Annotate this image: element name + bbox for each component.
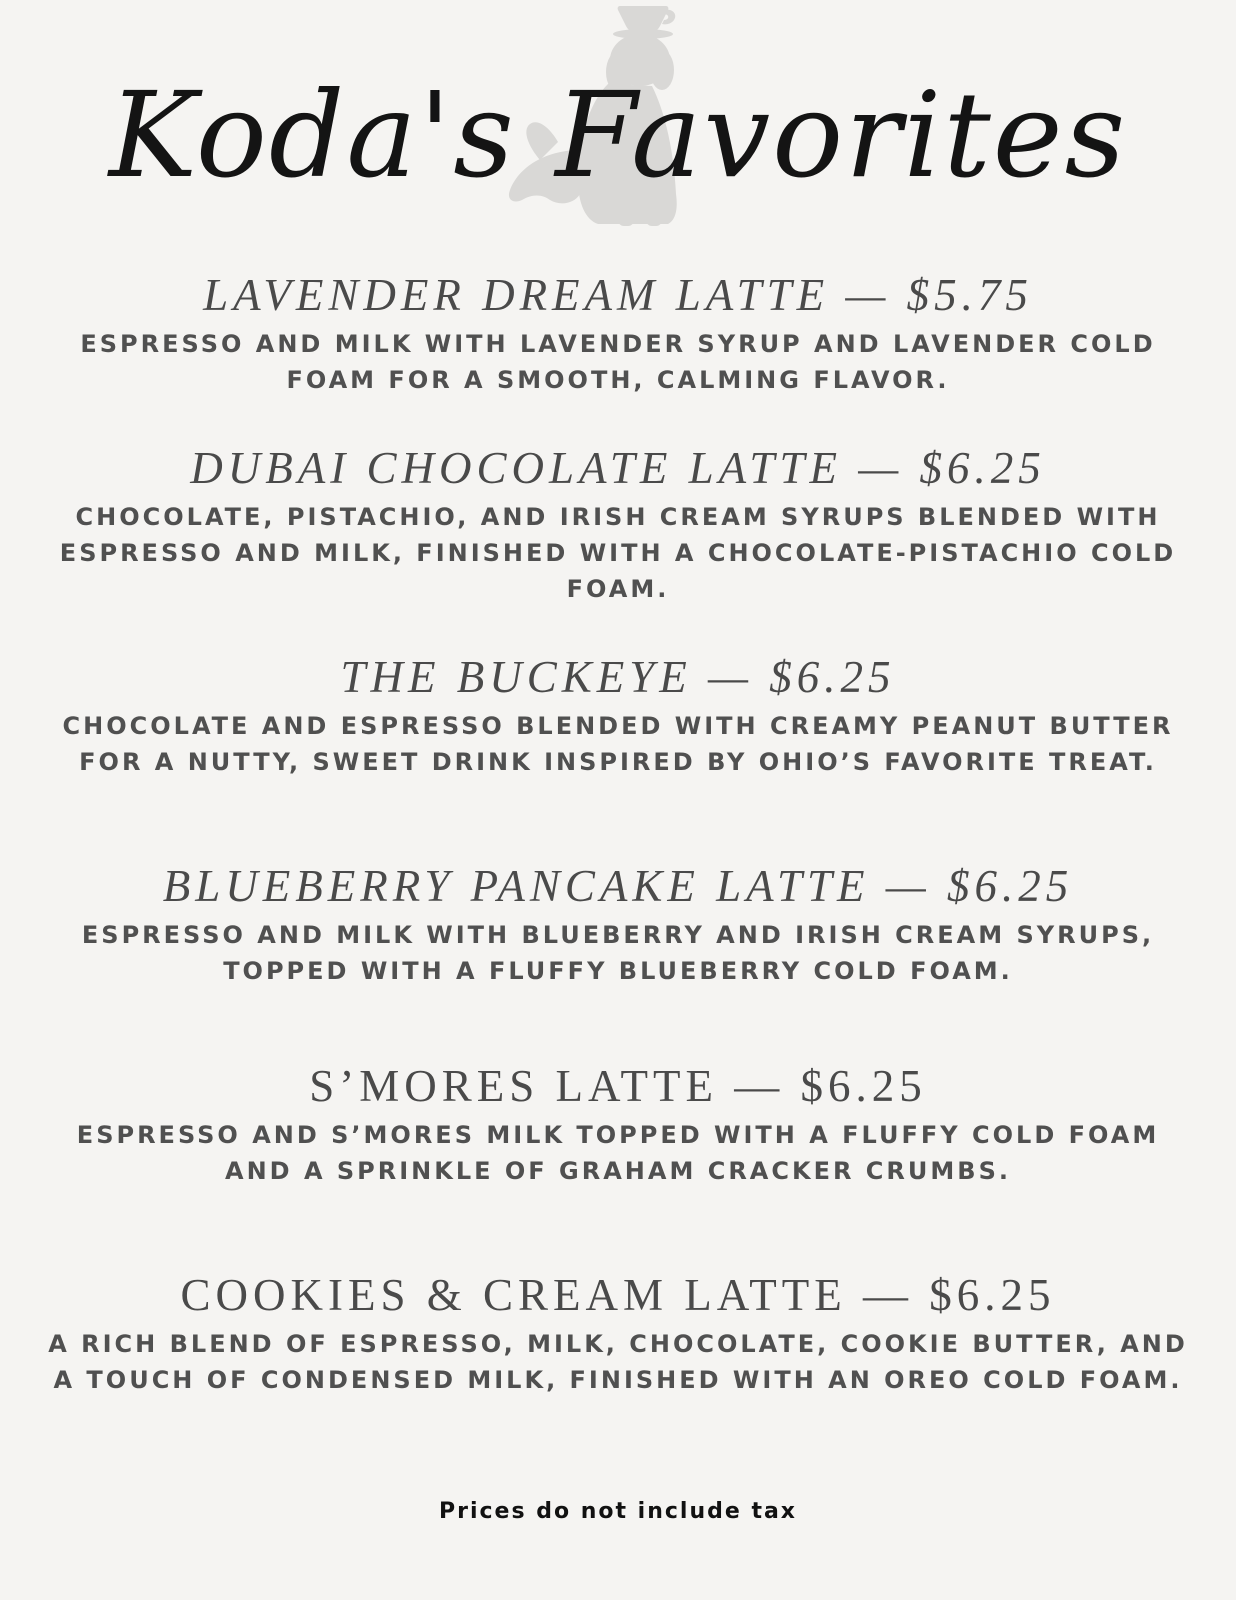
item-name: COOKIES & CREAM LATTE — $6.25	[180, 1270, 1056, 1320]
item-description: ESPRESSO AND MILK WITH LAVENDER SYRUP AND LAVENDER COLD FOAM FOR A SMOOTH, CALMING FLAVOR.	[80, 330, 1156, 394]
item-description: CHOCOLATE AND ESPRESSO BLENDED WITH CREAMY PEANUT BUTTER FOR A NUTTY, SWEET DRINK INSPIRED BY OHIO’S FAVORITE TREAT.	[62, 712, 1174, 776]
item-description: ESPRESSO AND MILK WITH BLUEBERRY AND IRISH CREAM SYRUPS, TOPPED WITH A FLUFFY BLUEBERRY COLD FOAM.	[81, 921, 1155, 985]
item-description: CHOCOLATE, PISTACHIO, AND IRISH CREAM SYRUPS BLENDED WITH ESPRESSO AND MILK, FINISHED WITH A CHOCOLATE-PISTACHIO COLD FOAM.	[59, 503, 1177, 603]
menu-item-cookies-and-cream-latte	[40, 1268, 1196, 1398]
menu-item-smores-latte	[40, 1059, 1196, 1189]
item-name: BLUEBERRY PANCAKE LATTE — $6.25	[162, 861, 1074, 911]
item-name: DUBAI CHOCOLATE LATTE — $6.25	[190, 443, 1046, 493]
item-description: ESPRESSO AND S’MORES MILK TOPPED WITH A FLUFFY COLD FOAM AND A SPRINKLE OF GRAHAM CRACKER CRUMBS.	[76, 1121, 1160, 1185]
tax-note: Prices do not include tax	[438, 1499, 798, 1524]
item-name: THE BUCKEYE — $6.25	[340, 652, 896, 702]
item-description: A RICH BLEND OF ESPRESSO, MILK, CHOCOLATE, COOKIE BUTTER, AND A TOUCH OF CONDENSED MILK, FINISHED WITH AN OREO COLD FOAM.	[48, 1330, 1188, 1394]
menu-item-lavender-dream-latte	[40, 268, 1196, 398]
menu-item-blueberry-pancake-latte	[40, 859, 1196, 989]
menu-item-dubai-chocolate-latte	[40, 441, 1196, 607]
item-name: S’MORES LATTE — $6.25	[309, 1061, 927, 1111]
menu-title: Koda's Favorites	[108, 66, 1128, 204]
menu-item-the-buckeye	[40, 650, 1196, 780]
item-name: LAVENDER DREAM LATTE — $5.75	[203, 270, 1033, 320]
